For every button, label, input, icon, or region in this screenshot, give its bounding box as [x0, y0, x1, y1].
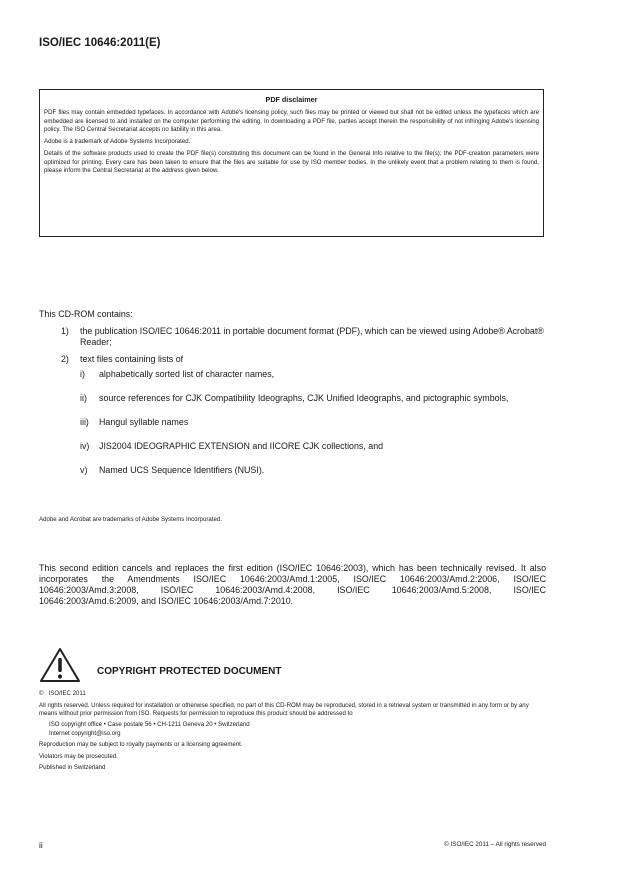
violators-note: Violators may be prosecuted.: [39, 752, 118, 760]
list-item-text: the publication ISO/IEC 10646:2011 in portable document format (PDF), which can be viewed using Adobe® Acrobat® Reader;: [80, 326, 544, 347]
contents-intro: This CD-ROM contains:: [39, 309, 133, 319]
contents-list: [61, 326, 547, 489]
sublist-item-number: i): [80, 369, 85, 379]
list-item: [61, 354, 547, 476]
royalty-note: Reproduction may be subject to royalty payments or a licensing agreement.: [39, 741, 243, 749]
footer-rights: © ISO/IEC 2011 – All rights reserved: [444, 841, 546, 848]
list-item-text: text files containing lists of: [80, 354, 184, 364]
sublist-item-text: Named UCS Sequence Identifiers (NUSI).: [99, 465, 265, 475]
sublist-item: [80, 441, 547, 452]
pdf-disclaimer-box: [39, 89, 544, 237]
address-email: Internet copyright@iso.org: [49, 729, 121, 737]
list-item-number: 1): [61, 326, 69, 336]
trademark-note: Adobe and Acrobat are trademarks of Adobe Systems Incorporated.: [39, 516, 222, 523]
list-item: [61, 326, 547, 348]
sublist-item-text: alphabetically sorted list of character names,: [99, 369, 275, 379]
document-id: ISO/IEC 10646:2011(E): [39, 37, 161, 49]
sublist-item-number: iii): [80, 417, 89, 427]
sublist-item-text: JIS2004 IDEOGRAPHIC EXTENSION and IICORE CJK collections, and: [99, 441, 384, 451]
sublist-item: [80, 465, 547, 476]
disclaimer-paragraph: PDF files may contain embedded typefaces. In accordance with Adobe's licensing policy, such files may be printed or viewed but shall not be edited unless the typefaces which are embedded are licensed to and installed on the computer performing the editing. In downloading a PDF file, parties accept therein the responsibility of not infringing Adobe's licensing policy. The ISO Central Secretariat accepts no liability in this area.: [44, 109, 539, 133]
sublist-item: [80, 417, 547, 428]
copyright-notice: © ISO/IEC 2011: [39, 690, 86, 697]
disclaimer-paragraph: Details of the software products used to create the PDF file(s) constituting this document can be found in the General Info relative to the file(s); the PDF-creation parameters were optimized for printing. Every care has been taken to ensure that the files are suitable for use by ISO member bodies. In the unlikely event that a problem relating to them is found, please inform the Central Secretariat at the address given below.: [44, 150, 539, 174]
sublist-item: [80, 369, 547, 380]
sublist-item-text: source references for CJK Compatibility Ideographs, CJK Unified Ideographs, and pictographic symbols,: [99, 393, 509, 403]
sublist-item-number: ii): [80, 393, 87, 403]
copyright-block: [39, 690, 546, 776]
list-item-number: 2): [61, 354, 69, 364]
disclaimer-heading: PDF disclaimer: [265, 95, 318, 104]
published-note: Published in Switzerland: [39, 764, 106, 772]
edition-note: This second edition cancels and replaces the first edition (ISO/IEC 10646:2003), which has been technically revised. It also incorporates the Amendments ISO/IEC 10646:2003/Amd.1:2005, ISO/IEC 10646:2003/Amd.2:2006, ISO/IEC 10646:2003/Amd.3:2008, ISO/IEC 10646:2003/Amd.4:2008, ISO/IEC 10646:2003/Amd.5:2008, ISO/IEC 10646:2003/Amd.6:2009, and ISO/IEC 10646:2003/Amd.7:2010.: [39, 563, 546, 606]
address-line: ISO copyright office • Case postale 56 • CH-1211 Geneva 20 • Switzerland: [49, 721, 250, 729]
copyright-heading: COPYRIGHT PROTECTED DOCUMENT: [97, 666, 282, 677]
copyright-address: [39, 721, 546, 737]
disclaimer-paragraph: Adobe is a trademark of Adobe Systems Incorporated.: [44, 138, 191, 145]
sublist: [80, 369, 547, 476]
sublist-item-text: Hangul syllable names: [99, 417, 189, 427]
sublist-item-number: v): [80, 465, 88, 475]
page-number: ii: [39, 840, 43, 850]
sublist-item: [80, 393, 547, 404]
warning-icon: [39, 647, 81, 683]
sublist-item-number: iv): [80, 441, 90, 451]
copyright-rights: All rights reserved. Unless required for installation or otherwise specified, no part of this CD-ROM may be reproduced, stored in a retrieval system or transmitted in any form or by any means without prior permission from ISO. Requests for permission to reproduce this product should be addressed to: [39, 701, 529, 717]
